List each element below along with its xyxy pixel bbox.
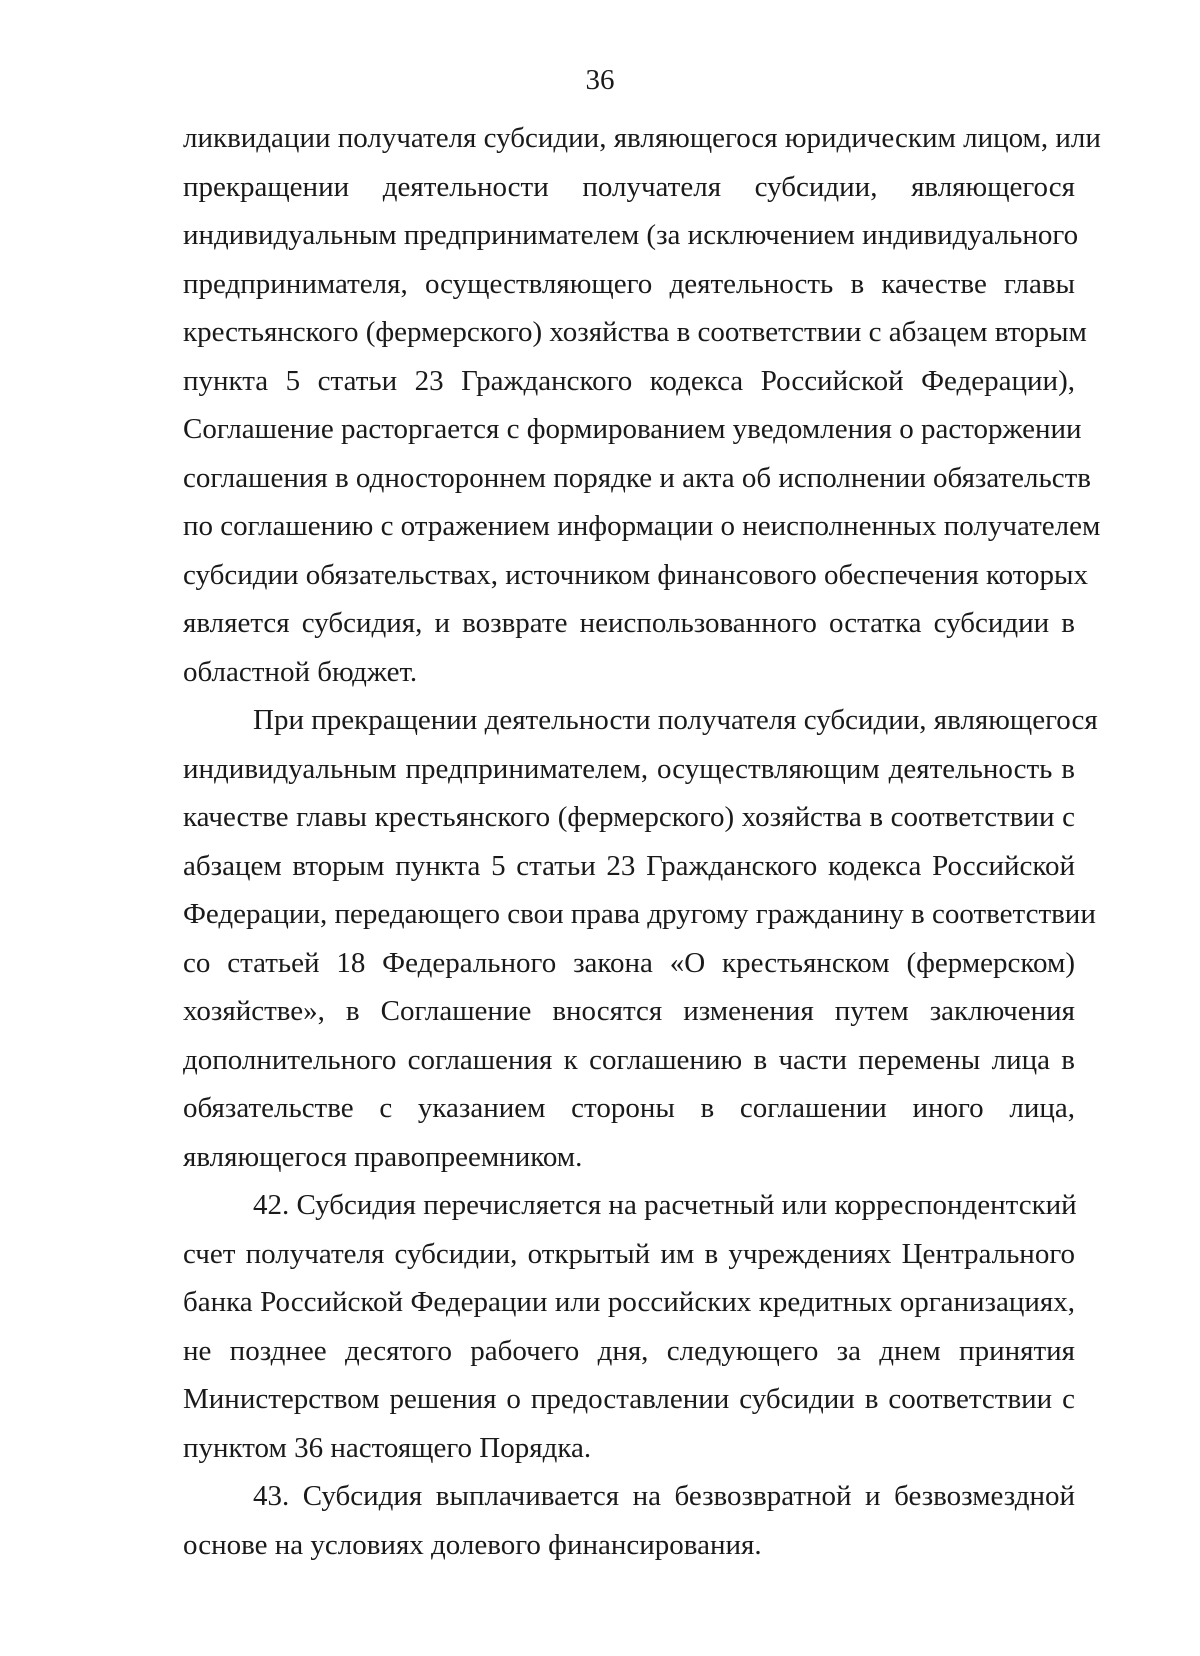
- text-line: При прекращении деятельности получателя субсидии, являющегося: [253, 704, 1098, 736]
- text-line: хозяйстве», в Соглашение вносятся изменения путем заключения: [183, 995, 1075, 1027]
- text-line: пунктом 36 настоящего Порядка.: [183, 1431, 592, 1464]
- text-line: Федерации, передающего свои права другому гражданину в соответствии: [183, 898, 1096, 930]
- text-line: индивидуальным предпринимателем (за исключением индивидуального: [183, 219, 1079, 251]
- text-line: не позднее десятого рабочего дня, следующего за днем принятия: [183, 1334, 1075, 1367]
- paragraph-termination-farm: [183, 696, 1098, 1181]
- text-line: пункта 5 статьи 23 Гражданского кодекса Российской Федерации),: [183, 364, 1075, 397]
- document-body: [183, 114, 1101, 1569]
- paragraph-item-43: [183, 1472, 1075, 1569]
- page-number: 36: [585, 64, 615, 96]
- text-line: прекращении деятельности получателя субсидии, являющегося: [183, 170, 1075, 203]
- text-line: областной бюджет.: [183, 655, 418, 688]
- text-line: предпринимателя, осуществляющего деятельность в качестве главы: [183, 267, 1075, 300]
- paragraph-item-42: [183, 1181, 1075, 1472]
- text-line: качестве главы крестьянского (фермерского) хозяйства в соответствии с: [183, 801, 1075, 833]
- text-line: 43. Субсидия выплачивается на безвозвратной и безвозмездной: [253, 1480, 1075, 1512]
- text-line: индивидуальным предпринимателем, осуществляющим деятельность в: [183, 752, 1075, 785]
- text-line: обязательстве с указанием стороны в соглашении иного лица,: [183, 1092, 1075, 1124]
- text-line: основе на условиях долевого финансирования.: [183, 1528, 762, 1561]
- text-line: крестьянского (фермерского) хозяйства в соответствии с абзацем вторым: [183, 316, 1087, 348]
- text-line: банка Российской Федерации или российских кредитных организациях,: [183, 1286, 1075, 1318]
- text-line: являющегося правопреемником.: [183, 1140, 583, 1173]
- text-line: субсидии обязательствах, источником финансового обеспечения которых: [183, 558, 1089, 591]
- text-line: дополнительного соглашения к соглашению в части перемены лица в: [183, 1043, 1075, 1076]
- text-line: Соглашение расторгается с формированием уведомления о расторжении: [183, 413, 1082, 445]
- text-line: соглашения в одностороннем порядке и акта об исполнении обязательств: [183, 461, 1091, 494]
- text-line: счет получателя субсидии, открытый им в учреждениях Центрального: [183, 1237, 1075, 1270]
- text-line: абзацем вторым пункта 5 статьи 23 Гражданского кодекса Российской: [183, 849, 1075, 882]
- text-line: является субсидия, и возврате неиспользованного остатка субсидии в: [183, 607, 1075, 639]
- text-line: Министерством решения о предоставлении субсидии в соответствии с: [183, 1383, 1075, 1415]
- text-line: 42. Субсидия перечисляется на расчетный или корреспондентский: [253, 1189, 1077, 1221]
- text-line: по соглашению с отражением информации о неисполненных получателем: [183, 510, 1101, 542]
- text-line: ликвидации получателя субсидии, являющегося юридическим лицом, или: [183, 122, 1101, 154]
- paragraph-liquidation: [183, 114, 1101, 696]
- text-line: со статьей 18 Федерального закона «О крестьянском (фермерском): [183, 946, 1075, 979]
